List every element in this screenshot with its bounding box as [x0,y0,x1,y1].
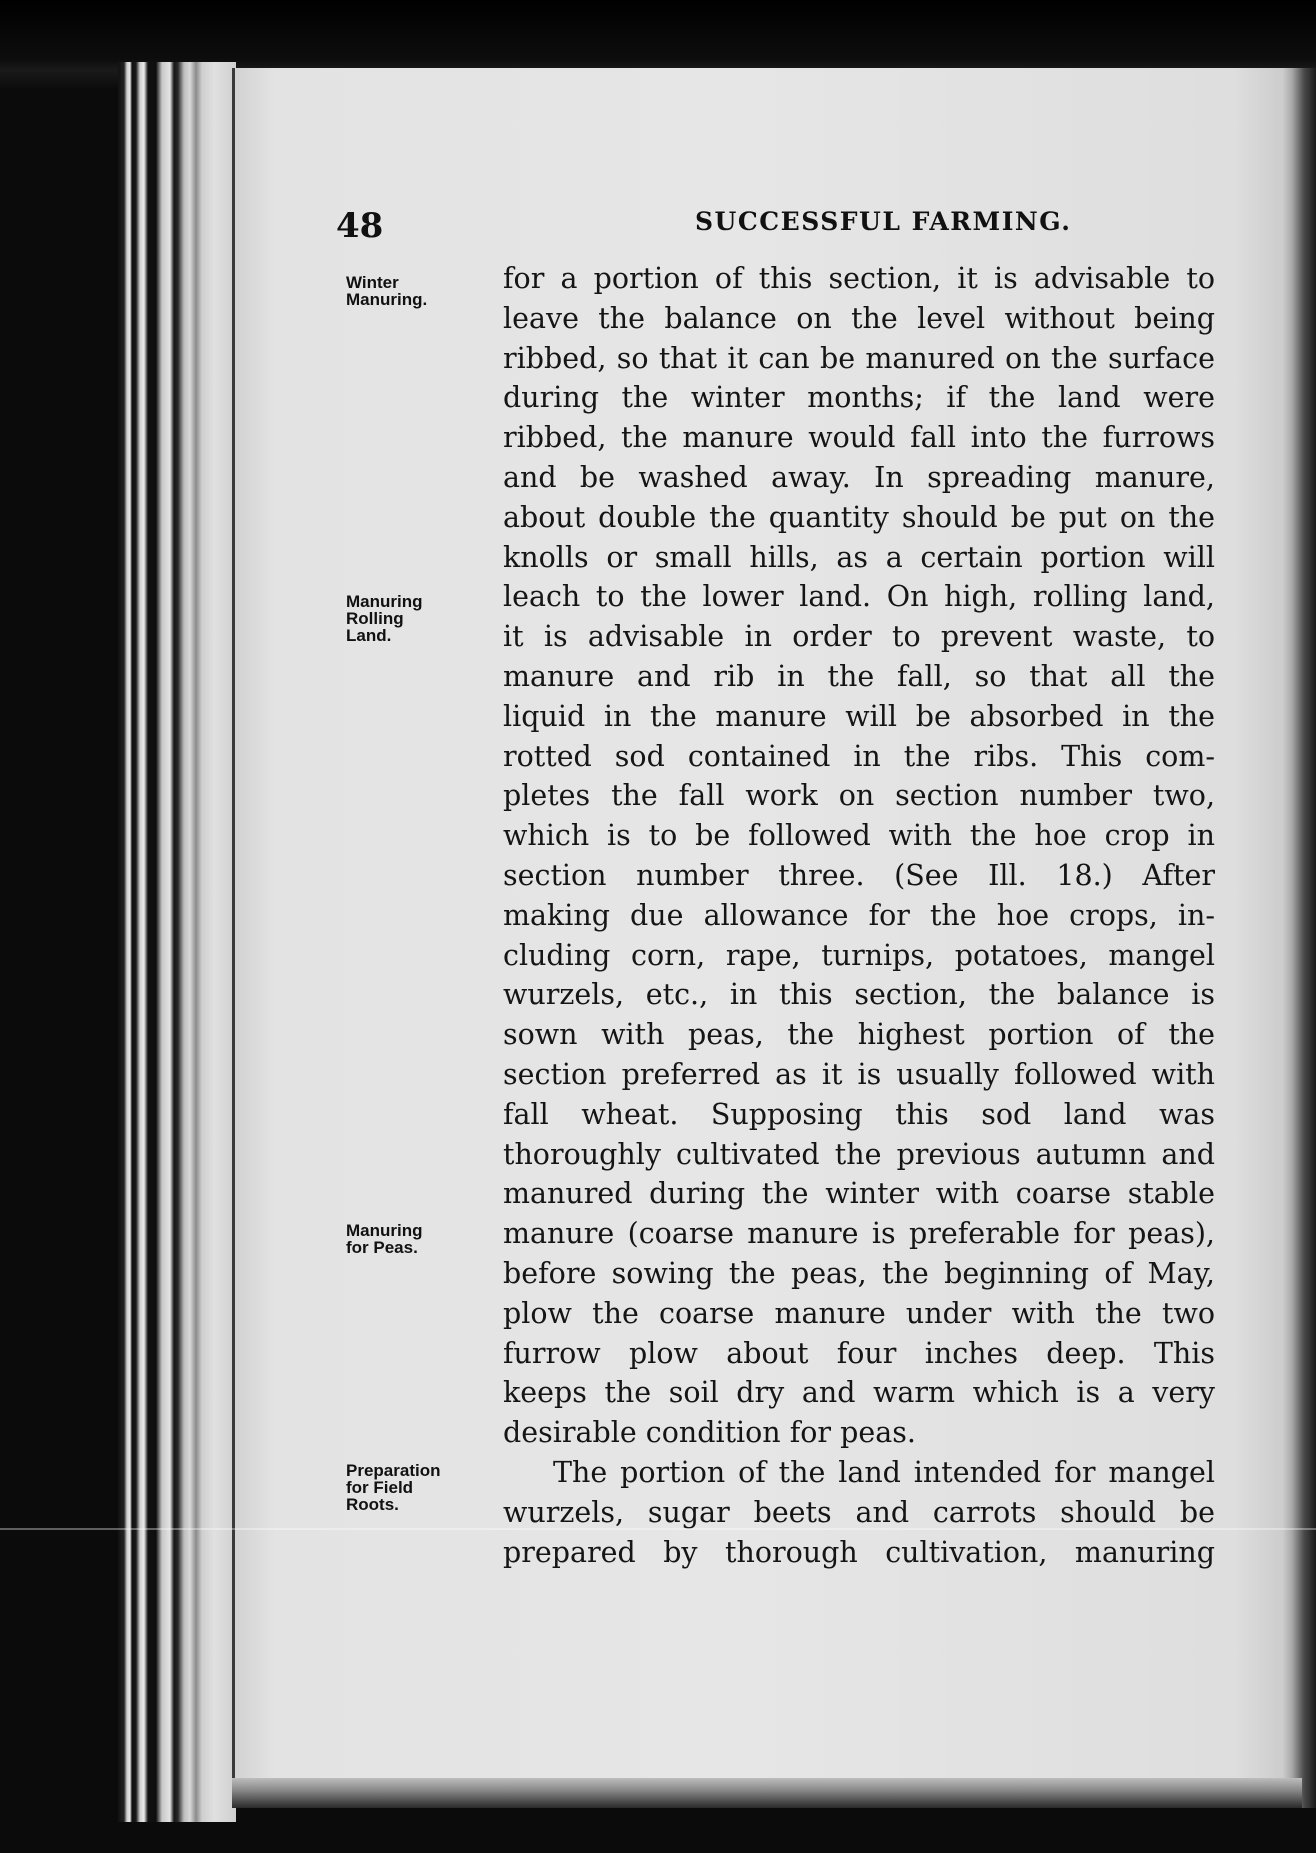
body-line: cluding corn, rape, turnips, potatoes, mangel [503,938,1215,972]
body-line: prepared by thorough cultivation, manuring [503,1535,1215,1569]
body-line: ribbed, so that it can be manured on the surface [503,341,1215,375]
book-spine [118,62,236,1822]
body-line: furrow plow about four inches deep. This [503,1336,1215,1370]
body-line: fall wheat. Supposing this sod land was [503,1097,1215,1131]
body-line: before sowing the peas, the beginning of May, [503,1256,1215,1290]
body-line: pletes the fall work on section number two, [503,779,1215,813]
body-line: rotted sod contained in the ribs. This com- [503,739,1215,773]
body-line: which is to be followed with the hoe crop in [503,819,1215,853]
scan-artifact-line [0,1528,1316,1530]
body-line: desirable condition for peas. [503,1416,916,1450]
body-line: thoroughly cultivated the previous autumn and [503,1137,1215,1171]
body-line: ribbed, the manure would fall into the furrows [503,421,1215,455]
margin-note-manuring-for-peas: Manuring for Peas. [346,1221,423,1257]
body-line: knolls or small hills, as a certain portion will [503,540,1215,574]
body-line: it is advisable in order to prevent waste, to [503,620,1215,654]
body-line: about double the quantity should be put on the [503,500,1215,534]
body-line: leach to the lower land. On high, rolling land, [503,580,1215,614]
margin-note-winter-manuring: Winter Manuring. [346,273,428,309]
running-title: SUCCESSFUL FARMING. [695,207,1072,236]
body-line: The portion of the land intended for mangel [553,1455,1215,1489]
page-bottom-edge [232,1778,1302,1808]
body-line: for a portion of this section, it is advisable to [503,262,1215,295]
body-line: section number three. (See Ill. 18.) After [503,858,1215,892]
margin-note-preparation-for-field-roots: Preparation for Field Roots. [346,1461,441,1514]
margin-note-manuring-rolling-land: Manuring Rolling Land. [346,592,423,645]
body-line: sown with peas, the highest portion of the [503,1018,1215,1052]
body-line: manure (coarse manure is preferable for peas), [503,1217,1215,1251]
body-line: keeps the soil dry and warm which is a very [503,1376,1215,1410]
body-line: manured during the winter with coarse stable [503,1177,1215,1211]
body-line: manure and rib in the fall, so that all the [503,659,1215,693]
body-line: and be washed away. In spreading manure, [503,460,1215,494]
body-line: wurzels, sugar beets and carrots should be [503,1495,1215,1529]
body-line: plow the coarse manure under with the two [503,1296,1215,1330]
body-line: during the winter months; if the land were [503,381,1215,415]
body-line: liquid in the manure will be absorbed in the [503,699,1215,733]
body-line: wurzels, etc., in this section, the balance is [503,978,1215,1012]
body-line: making due allowance for the hoe crops, in- [503,898,1215,932]
page-right-edge [1282,68,1316,1808]
body-line: section preferred as it is usually followed with [503,1057,1215,1091]
page-number: 48 [336,206,384,246]
body-text [503,259,1215,1572]
body-line: leave the balance on the level without being [503,301,1215,335]
